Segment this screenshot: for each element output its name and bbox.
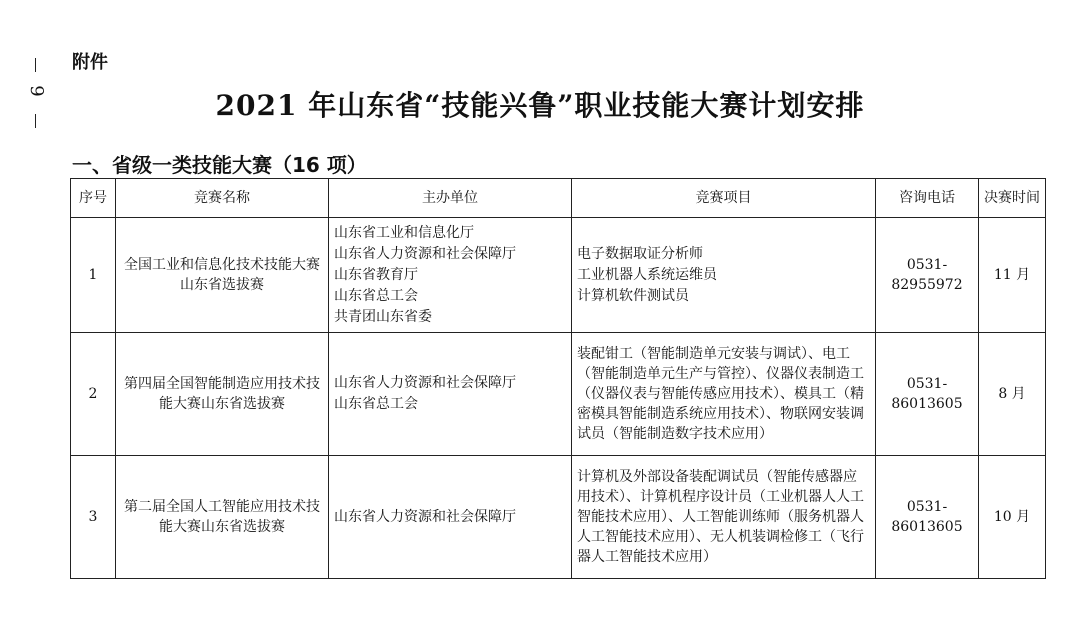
organizer-list: [329, 333, 572, 456]
attachment-label: 附件: [72, 52, 108, 73]
final-time: 10 月: [979, 456, 1046, 579]
final-time: 11 月: [979, 218, 1046, 333]
project-description: 计算机及外部设备装配调试员（智能传感器应用技术）、计算机程序设计员（工业机器人人工智能技术应用）、人工智能训练师（服务机器人人工智能技术应用）、无人机装调检修工（飞行器人工智能技术应用）: [572, 456, 876, 579]
competition-name: 全国工业和信息化技术技能大赛山东省选拔赛: [116, 218, 329, 333]
page-number-dash-top: [35, 58, 36, 72]
project-item: 计算机软件测试员: [577, 287, 689, 304]
row-number: 2: [71, 333, 116, 456]
page-number-text: 9: [26, 85, 47, 97]
project-item: 电子数据取证分析师: [577, 245, 703, 262]
organizer-list: [329, 456, 572, 579]
table-row: [71, 218, 1046, 333]
contact-phone: 0531-86013605: [876, 456, 979, 579]
organizer-item: 山东省总工会: [334, 287, 418, 304]
header-contact-phone: 咨询电话: [876, 179, 979, 218]
project-description: 装配钳工（智能制造单元安装与调试）、电工（智能制造单元生产与管控）、仪器仪表制造工（仪器仪表与智能传感应用技术）、模具工（精密模具智能制造系统应用技术）、物联网安装调试员（智能制造数字技术应用）: [572, 333, 876, 456]
section-heading: 一、省级一类技能大赛（16 项）: [72, 153, 367, 177]
header-organizer: 主办单位: [329, 179, 572, 218]
table-header-row: [71, 179, 1046, 218]
organizer-list: [329, 218, 572, 333]
final-time: 8 月: [979, 333, 1046, 456]
header-competition-project: 竞赛项目: [572, 179, 876, 218]
row-number: 3: [71, 456, 116, 579]
organizer-item: 山东省人力资源和社会保障厅: [334, 375, 516, 391]
project-item: 工业机器人系统运维员: [577, 266, 717, 283]
contact-phone: 0531-82955972: [876, 218, 979, 333]
organizer-item: 山东省教育厅: [334, 266, 418, 283]
competition-name: 第四届全国智能制造应用技术技能大赛山东省选拔赛: [116, 333, 329, 456]
organizer-item: 山东省人力资源和社会保障厅: [334, 245, 516, 262]
row-number: 1: [71, 218, 116, 333]
header-final-time: 决赛时间: [979, 179, 1046, 218]
organizer-item: 山东省总工会: [334, 396, 418, 412]
header-sequence: 序号: [71, 179, 116, 218]
organizer-item: 共青团山东省委: [334, 308, 432, 325]
contact-phone: 0531-86013605: [876, 333, 979, 456]
competition-name: 第二届全国人工智能应用技术技能大赛山东省选拔赛: [116, 456, 329, 579]
table-row: [71, 456, 1046, 579]
organizer-item: 山东省工业和信息化厅: [334, 224, 474, 241]
header-competition-name: 竞赛名称: [116, 179, 329, 218]
organizer-item: 山东省人力资源和社会保障厅: [334, 508, 516, 525]
page-title: 2021 年山东省“技能兴鲁”职业技能大赛计划安排: [215, 89, 865, 122]
project-list: [572, 218, 876, 333]
competition-plan-table: [70, 178, 1046, 579]
table-row: [71, 333, 1046, 456]
